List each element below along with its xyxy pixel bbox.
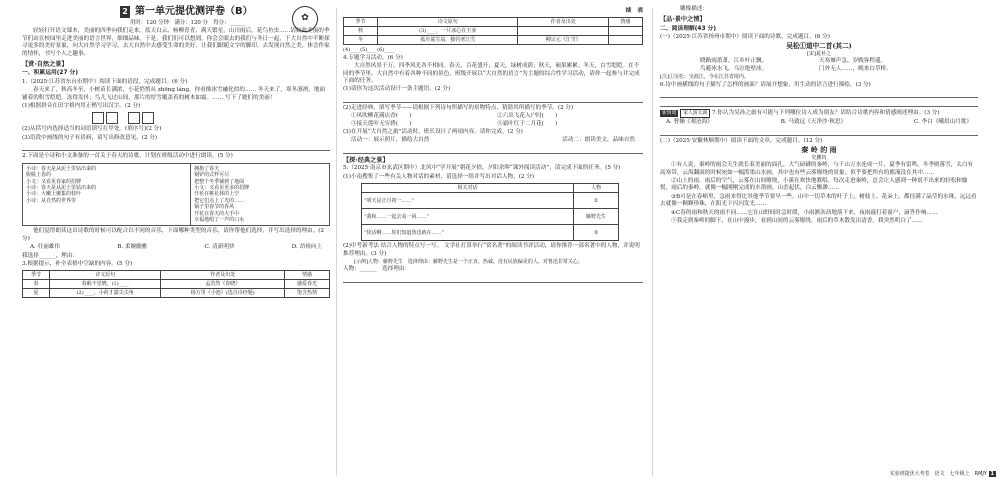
poem-line: 鸟避冰水飞，乌泣绝壁冰。 bbox=[700, 65, 768, 72]
option-b[interactable]: B. 马致远《天净沙·秋思》 bbox=[780, 119, 847, 126]
new-context-tag: 新情境 bbox=[662, 111, 677, 117]
question-7-row bbox=[660, 109, 978, 118]
poem-author: [宋]晁补之 bbox=[807, 51, 831, 58]
poetry-table-continued bbox=[343, 17, 643, 45]
table-cell: 春 bbox=[23, 280, 50, 289]
table-cell: 孟浩然《春晓》 bbox=[161, 280, 285, 289]
question-4-3: (3)在开展“大自然之旅”活动时，班长设计了两项内容，请你完成。(2 分) bbox=[343, 129, 523, 136]
poem-line: 晓路雨萧萧，江乡叶正飘。 bbox=[700, 58, 768, 65]
poem-line: 小诗：从自然的世界里 bbox=[26, 197, 77, 204]
table-header-row bbox=[23, 271, 330, 280]
table-cell: 柳宗元《江雪》 bbox=[518, 36, 609, 45]
season-item[interactable]: ④霜叶红于二月花( ) bbox=[497, 120, 558, 127]
essay-paragraph: ①有人说，秦岭的雨会天生就长着美丽的面孔。大气磅礴的秦岭，与千山万水连成一片，夏季有雷鸣，冬季则落雪，太白有高寒带，云海翻滚的时候宛如一幅泼墨山水画，其中也有些云雾缭绕的景象、似乎要把所有的都淹没在其中…… bbox=[660, 162, 974, 176]
question-5-2: (2)中考新考法 结合人物的特点写一写。 文学社打算举行“赏名著”的阅读书评活动，请你推荐一部名著中的人物，并说明推荐理由。(3 分) bbox=[343, 243, 640, 257]
table-header-row bbox=[344, 18, 643, 27]
table-cell[interactable]: (2)____，小荷才露尖尖角 bbox=[49, 289, 160, 298]
footer-label: 实验班提优大考卷 语文 七年级上 RMJY bbox=[889, 471, 987, 477]
table-header-row bbox=[362, 184, 619, 193]
table-header: 诗文原句 bbox=[49, 271, 160, 280]
essay-title: 秦 岭 的 雨 bbox=[801, 145, 837, 155]
page-footer bbox=[890, 470, 996, 477]
question-5: 5.（2025·南京市玄武区期中）北风中“学开展”朝花夕拾，夕阳余晖“课外阅读活动”，请完成下面的任务。(5 分) bbox=[343, 165, 621, 172]
poem-line: 把它们点上了光的…… bbox=[194, 197, 245, 204]
question-6: 6.诗中画横线的句子描写了怎样的画面？请展开想象，用生动的语言进行描绘。(3 分) bbox=[660, 81, 871, 88]
essay-paragraph: ⑤我走到秦岭的脚下，在山中漫步，看到山间的云雾缭绕，雨后的草木散发出清香，我突然明白了…… bbox=[671, 217, 923, 224]
poem-line: 小文：又看见春家的招牌 bbox=[26, 178, 82, 185]
unit-number: 2 bbox=[120, 6, 130, 18]
question-5-1: (1)小南搜集了一些有关人物对话的素材，请选择一组并写出对话人物。(2 分) bbox=[343, 173, 535, 180]
question-5-2-answer[interactable]: 人物：______ 选择理由： bbox=[343, 266, 411, 273]
table-cell[interactable] bbox=[609, 36, 643, 45]
season-item[interactable]: ②六出飞花入户时( ) bbox=[497, 113, 558, 120]
season-item[interactable]: ①风吹柳花满店香( ) bbox=[351, 113, 412, 120]
activity-item: 活动二：朗读美文，品味自然 bbox=[562, 137, 635, 144]
question-4-1: (1)请你为这次活动设计一条主题语。(2 分) bbox=[343, 86, 451, 93]
table-cell: 冬 bbox=[344, 36, 378, 45]
essay-paragraph: ④C春的雨和秋天的雨不同……它在山野间时急时缓，小雨淅沥沥地落下来，夜雨敲打着窗户，滴答作响…… bbox=[671, 209, 938, 216]
answer-line[interactable] bbox=[343, 147, 643, 154]
section-heading: 【赏·自然之景】 bbox=[22, 61, 68, 69]
option-a[interactable]: A. 壮丽雄伟 bbox=[30, 244, 60, 251]
option-c[interactable]: C. 清新明快 bbox=[204, 244, 235, 251]
table-row bbox=[362, 209, 619, 225]
season-items bbox=[343, 113, 643, 128]
scenario-tag: 家人游太湖 bbox=[680, 109, 710, 118]
table-cell: “明天是正月初一……” bbox=[362, 193, 574, 209]
table-row bbox=[344, 36, 643, 45]
table-header: 情感 bbox=[285, 271, 330, 280]
poem-line: 锅子里春节的春风 bbox=[194, 204, 235, 211]
answer-line[interactable] bbox=[343, 276, 643, 283]
question-1-1: (1)根据拼音在田字格内用正楷写出汉字。(2 分) bbox=[22, 103, 141, 110]
poem-line: 开花在春天的大手中 bbox=[194, 210, 240, 217]
table-cell[interactable] bbox=[518, 27, 609, 36]
poem-line: 天寒雁声急，岁晚客程遥。 bbox=[819, 58, 887, 65]
table-header: 人物 bbox=[574, 184, 619, 193]
dialogue-table bbox=[361, 183, 619, 241]
poem-line: 小诗：春天是从泥土里钻出来的 bbox=[26, 184, 97, 191]
poem-line: 小诗：春天是从泥土里钻出来的 bbox=[26, 165, 97, 172]
column-right bbox=[660, 0, 978, 481]
answer-line[interactable] bbox=[660, 91, 978, 98]
poem-line: 门外无人……，晚来白草桥。 bbox=[819, 65, 892, 72]
exam-meta: 用时：120 分钟 满分：120 分 得分：______ bbox=[130, 20, 246, 26]
continued-label: 续 表 bbox=[625, 8, 643, 14]
answer-line[interactable] bbox=[22, 144, 330, 151]
table-header: 作者及出处 bbox=[518, 18, 609, 27]
table-cell: 藤野先生 bbox=[574, 209, 619, 225]
table-cell: 饱含热情 bbox=[285, 289, 330, 298]
table-row bbox=[362, 193, 619, 209]
activity-row bbox=[343, 137, 643, 144]
poem-title: 吴松①道中二首(其二) bbox=[786, 41, 852, 50]
option-d[interactable]: D. 昂扬向上 bbox=[291, 244, 322, 251]
answer-line[interactable] bbox=[660, 100, 978, 107]
options-row bbox=[660, 119, 978, 126]
options-row bbox=[22, 244, 330, 251]
poem-box bbox=[22, 163, 330, 227]
essay-author: 史鹏钊 bbox=[811, 154, 827, 161]
reading-b-intro: (二)（2025·安徽林顺期中）阅读下面的文章，完成题目。(12 分) bbox=[660, 137, 823, 144]
question-2-tail: 他们觉得朗读这首诗歌的时候可以配合以不同的音乐，下面哪种类型的音乐，请你帮他们选择，并写出选择的理由。(2 分) bbox=[22, 228, 325, 242]
poem-line: 钢铲的式样可尽 bbox=[194, 172, 230, 179]
question-1: 1.（2025·江苏省东台市期中）阅读下面的语段，完成题目。(6 分) bbox=[22, 78, 188, 85]
column-middle bbox=[343, 0, 643, 481]
question-7: 7.你认为吴孙之旅有可能与下列哪位诗人成为朋友？请结合诗歌内容和情感阐述理由。(3 分) bbox=[711, 110, 940, 117]
table-cell: 孤舟蓑笠翁，独钓寒江雪 bbox=[377, 36, 518, 45]
table-cell[interactable]: (3)____，一片冰心在玉壶 bbox=[377, 27, 518, 36]
poem-line: 开花在桃花林的上空 bbox=[194, 191, 240, 198]
intro-text: 轻轻打开语文课本，美丽的四季向我们走来。蓝天白云、杨柳青青、满天繁星，山川雨后，花鸟鱼虫……请如此美丽的季节们站在校园里走进美丽的语言世界，细细品味。于是，我们们可以想到，你会会眼去的我们与冬日一起，于大自然中不断探寻更多的美好景象，向大自然学习学习，去大自然中去感受生命的美好。让我们跟随文字的脚印，去发现自然之美，体会作家的情怀，书写个人之趣事。 bbox=[22, 28, 330, 57]
seal-icon: ✿ bbox=[292, 6, 318, 32]
section-heading: 【探·经典之景】 bbox=[343, 156, 389, 164]
column-left bbox=[22, 0, 330, 481]
section-subheading: 二、阅读理解(43 分) bbox=[660, 25, 716, 32]
table-row bbox=[23, 280, 330, 289]
table-header: 季节 bbox=[344, 18, 378, 27]
column-divider bbox=[336, 8, 337, 476]
poem-right bbox=[191, 164, 329, 226]
activity-item: 活动一：展示照片，描绘大自然 bbox=[351, 137, 430, 144]
table-cell[interactable]: ③ bbox=[574, 225, 619, 241]
table-header: 作者及出处 bbox=[161, 271, 285, 280]
table-cell: “我和……一起去看一回……” bbox=[362, 209, 574, 225]
poem-line: 小文：又看见更多的招牌 bbox=[194, 184, 250, 191]
option-a[interactable]: A. 曹操《观沧海》 bbox=[666, 119, 713, 126]
poem-line: 脱脱上春的 bbox=[26, 172, 52, 179]
poem-note: [注]①吴松：吴淞江，今在江苏省境内。 bbox=[660, 74, 749, 81]
answer-line[interactable] bbox=[660, 129, 978, 136]
table-note[interactable]: (4)____(5)____(6)____ bbox=[343, 47, 395, 54]
section-heading: 【品·景中之情】 bbox=[660, 16, 706, 24]
table-cell[interactable]: 春眠不觉晓，(1)____ bbox=[49, 280, 160, 289]
essay-paragraph: ③B可是在春峪里，急雨来得比其他季节要早一些。山中一切草木的叶子上、树枝上、花朵上，都挂满了晶莹的水珠，远远看去就像一颗颗珍珠，在阳光下闪闪发光…… bbox=[660, 193, 977, 208]
table-row bbox=[23, 289, 330, 298]
table-cell: 感爱春光 bbox=[285, 280, 330, 289]
poem-line: 把整个冬季铺到了地面 bbox=[194, 178, 245, 185]
table-cell: “快活啊……你们知道鲁迅就在……” bbox=[362, 225, 574, 241]
section-subheading: 一、积累运用(27 分) bbox=[22, 70, 78, 77]
table-cell: 秋 bbox=[344, 27, 378, 36]
tianzige-grid[interactable] bbox=[92, 112, 330, 124]
table-row bbox=[344, 27, 643, 36]
table-cell[interactable]: ① bbox=[574, 193, 619, 209]
question-4-text: 大自然风景千万，四季风光各不相同。春天，百花盛开；夏天，绿树成荫；秋天，硕果累累；冬天，白雪皑皑。在不同的季节里，大自然中有着各种不同的景色。班级开展以“大自然的语言”为主题的综合性学习活动，请你一起参与并完成下面的任务。 bbox=[343, 63, 640, 85]
poem-line: 幸福地唱了一声的口水 bbox=[194, 216, 245, 223]
table-header: 相关对话 bbox=[362, 184, 574, 193]
poetry-table bbox=[22, 270, 330, 298]
option-c[interactable]: C. 李白《峨眉山月歌》 bbox=[914, 119, 972, 126]
table-header: 情感 bbox=[609, 18, 643, 27]
essay-paragraph: ②山上的雨，雨后的空气，云雾在山间缭绕，小溪在欢快地歌唱。每次走进秦岭，总会让人感到一种说不出来的轻松和愉悦。雨后的秦岭，就像一幅刚刚完成的水墨画，山峦起伏，白云飘渺…… bbox=[660, 177, 968, 192]
table-cell: 杨万里《小池》(选自诗经题) bbox=[161, 289, 285, 298]
option-b[interactable]: B. 柔婉幽雅 bbox=[117, 244, 148, 251]
question-1-2: (2)从括号内选择适当的词语填写在甲处。(填序号)(2 分) bbox=[22, 126, 162, 133]
question-3: 3.根据提示，补全表格中空缺的内容。(5 分) bbox=[22, 260, 133, 267]
reading-a-intro: (一)（2025·江苏省扬州市期中）阅读下面的诗歌，完成题目。(6 分) bbox=[660, 34, 830, 41]
answer-line[interactable] bbox=[343, 96, 643, 103]
column-divider bbox=[652, 8, 653, 476]
table-cell[interactable] bbox=[609, 27, 643, 36]
poem-left bbox=[23, 164, 191, 226]
poem-body bbox=[660, 58, 978, 73]
table-header: 诗文原句 bbox=[377, 18, 518, 27]
table-header: 季节 bbox=[23, 271, 50, 280]
poem-line: 拥抱了春天 bbox=[194, 165, 220, 172]
question-1-text: 春天来了，秋高冬至，小树苗长满浓，小花悄悄从 zhōnɡ lánɡ，你看像冰雪融化似的…… 冬天来了，寒冬凛冽，地面铺着的积雪皑皑，冻得发抖；鸟儿飞过山间，那片的厚雪覆盖着的树木如霜。…… 写下了她们的美丽！ bbox=[22, 87, 326, 101]
question-5-2-example: [示例]人物：藤野先生 选择理由：藤野先生是一个正直、热诚、没有民族偏见的人，对鲁迅非常关心。 bbox=[354, 258, 583, 265]
question-2: 2.下面是小诗和小文准备的一首关于春天的诗歌，计划在班级活动中进行朗读。(5 分) bbox=[22, 153, 233, 160]
table-row bbox=[362, 225, 619, 241]
answer-prompt[interactable]: 雕像描述： bbox=[680, 6, 708, 12]
poem-line: 小诗：大嫩上聚集的枝叶 bbox=[26, 191, 82, 198]
question-4: 4.专题学习活动。(6 分) bbox=[343, 54, 403, 61]
page-number: 1 bbox=[990, 471, 994, 477]
question-4-2: (2)走进经典，填写季节——请根据下列诗句所描写的景物特点，猜猜其所描写的季节。(2 分) bbox=[343, 104, 574, 111]
table-cell: 夏 bbox=[23, 289, 50, 298]
answer-prompt[interactable]: 我选择______，理由： bbox=[22, 252, 78, 259]
season-item[interactable]: ③接天莲叶无穷碧( ) bbox=[351, 120, 412, 127]
page-title: 第一单元提优测评卷（B） bbox=[135, 6, 253, 18]
question-1-3: (3)语段中画线的句子有语病，请写出修改意见。(2 分) bbox=[22, 134, 158, 141]
